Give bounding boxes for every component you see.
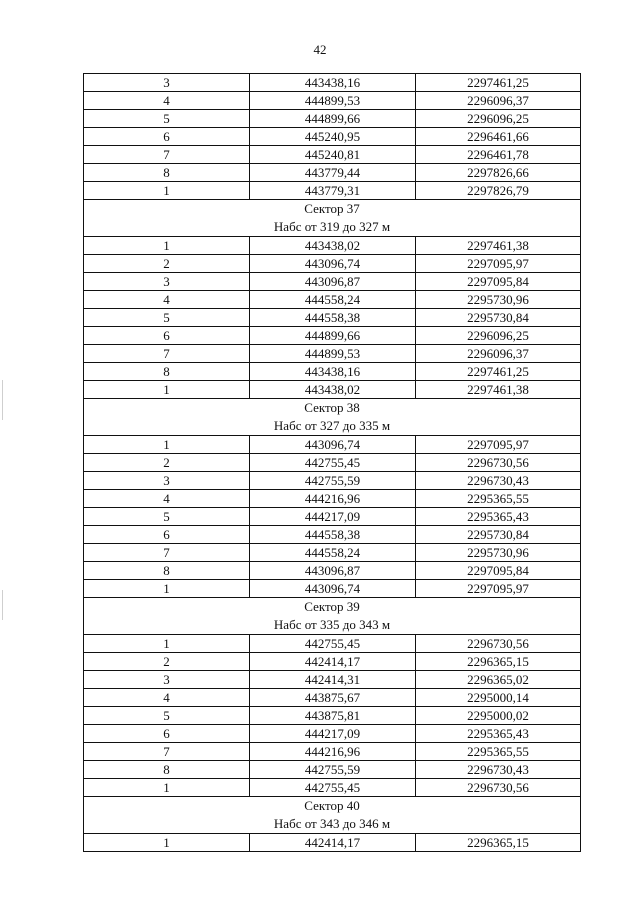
y-coordinate: 2295000,02	[416, 707, 581, 725]
x-coordinate: 444217,09	[250, 725, 416, 743]
point-number: 3	[84, 273, 250, 291]
x-coordinate: 444899,66	[250, 327, 416, 345]
x-coordinate: 442755,45	[250, 454, 416, 472]
x-coordinate: 444899,53	[250, 92, 416, 110]
table-row	[84, 653, 581, 671]
point-number: 3	[84, 74, 250, 92]
sector-header-row	[84, 797, 581, 834]
table-row	[84, 779, 581, 797]
sector-header-row	[84, 399, 581, 436]
y-coordinate: 2296096,37	[416, 92, 581, 110]
table-row	[84, 526, 581, 544]
x-coordinate: 443779,44	[250, 164, 416, 182]
x-coordinate: 442755,45	[250, 779, 416, 797]
x-coordinate: 444217,09	[250, 508, 416, 526]
table-row	[84, 761, 581, 779]
sector-title: Сектор 37	[304, 201, 360, 216]
point-number: 3	[84, 671, 250, 689]
table-row	[84, 146, 581, 164]
y-coordinate: 2297826,79	[416, 182, 581, 200]
sector-header	[84, 399, 581, 436]
y-coordinate: 2296365,15	[416, 653, 581, 671]
y-coordinate: 2296730,56	[416, 635, 581, 653]
point-number: 6	[84, 128, 250, 146]
x-coordinate: 443438,02	[250, 237, 416, 255]
y-coordinate: 2296730,56	[416, 779, 581, 797]
table-row	[84, 345, 581, 363]
table-row	[84, 725, 581, 743]
y-coordinate: 2297095,97	[416, 436, 581, 454]
table-row	[84, 309, 581, 327]
point-number: 5	[84, 110, 250, 128]
y-coordinate: 2297461,25	[416, 363, 581, 381]
x-coordinate: 442755,45	[250, 635, 416, 653]
x-coordinate: 443438,16	[250, 363, 416, 381]
table-row	[84, 255, 581, 273]
table-row	[84, 327, 581, 345]
table-row	[84, 472, 581, 490]
point-number: 1	[84, 237, 250, 255]
y-coordinate: 2296461,66	[416, 128, 581, 146]
x-coordinate: 443779,31	[250, 182, 416, 200]
x-coordinate: 442755,59	[250, 761, 416, 779]
y-coordinate: 2295000,14	[416, 689, 581, 707]
x-coordinate: 443096,74	[250, 580, 416, 598]
sector-header	[84, 598, 581, 635]
table-row	[84, 707, 581, 725]
table-row	[84, 363, 581, 381]
y-coordinate: 2295730,96	[416, 291, 581, 309]
y-coordinate: 2297826,66	[416, 164, 581, 182]
table-row	[84, 743, 581, 761]
y-coordinate: 2297461,38	[416, 381, 581, 399]
scan-edge-mark	[2, 380, 3, 420]
point-number: 8	[84, 164, 250, 182]
x-coordinate: 442414,17	[250, 834, 416, 852]
table-row	[84, 490, 581, 508]
x-coordinate: 445240,81	[250, 146, 416, 164]
point-number: 1	[84, 779, 250, 797]
y-coordinate: 2297095,97	[416, 580, 581, 598]
y-coordinate: 2296096,25	[416, 110, 581, 128]
point-number: 4	[84, 291, 250, 309]
sector-header-row	[84, 598, 581, 635]
point-number: 1	[84, 436, 250, 454]
point-number: 2	[84, 653, 250, 671]
y-coordinate: 2295365,43	[416, 725, 581, 743]
y-coordinate: 2297095,84	[416, 273, 581, 291]
table-row	[84, 92, 581, 110]
table-row	[84, 436, 581, 454]
y-coordinate: 2296730,43	[416, 472, 581, 490]
sector-title: Сектор 38	[304, 400, 360, 415]
x-coordinate: 444216,96	[250, 743, 416, 761]
y-coordinate: 2296730,43	[416, 761, 581, 779]
point-number: 6	[84, 725, 250, 743]
y-coordinate: 2295365,55	[416, 490, 581, 508]
point-number: 1	[84, 182, 250, 200]
table-row	[84, 128, 581, 146]
point-number: 8	[84, 363, 250, 381]
point-number: 2	[84, 454, 250, 472]
point-number: 6	[84, 526, 250, 544]
y-coordinate: 2296365,15	[416, 834, 581, 852]
point-number: 2	[84, 255, 250, 273]
table-row	[84, 182, 581, 200]
sector-title: Сектор 40	[304, 798, 360, 813]
point-number: 7	[84, 345, 250, 363]
x-coordinate: 444558,24	[250, 291, 416, 309]
point-number: 8	[84, 562, 250, 580]
y-coordinate: 2296096,25	[416, 327, 581, 345]
point-number: 6	[84, 327, 250, 345]
x-coordinate: 444899,66	[250, 110, 416, 128]
x-coordinate: 444899,53	[250, 345, 416, 363]
x-coordinate: 443096,87	[250, 562, 416, 580]
table-row	[84, 164, 581, 182]
sector-altitude: Набс от 319 до 327 м	[273, 219, 391, 234]
sector-header-row	[84, 200, 581, 237]
point-number: 1	[84, 834, 250, 852]
y-coordinate: 2297095,97	[416, 255, 581, 273]
x-coordinate: 443438,16	[250, 74, 416, 92]
table-row	[84, 562, 581, 580]
point-number: 3	[84, 472, 250, 490]
x-coordinate: 445240,95	[250, 128, 416, 146]
point-number: 1	[84, 580, 250, 598]
page-number: 42	[313, 42, 327, 57]
x-coordinate: 442755,59	[250, 472, 416, 490]
x-coordinate: 443875,81	[250, 707, 416, 725]
point-number: 7	[84, 743, 250, 761]
y-coordinate: 2296461,78	[416, 146, 581, 164]
x-coordinate: 442414,31	[250, 671, 416, 689]
y-coordinate: 2297461,38	[416, 237, 581, 255]
sector-altitude: Набс от 343 до 346 м	[273, 816, 391, 831]
sector-altitude: Набс от 327 до 335 м	[273, 418, 391, 433]
sector-title: Сектор 39	[304, 599, 360, 614]
sector-header	[84, 200, 581, 237]
coordinates-table	[83, 73, 581, 852]
table-row	[84, 508, 581, 526]
point-number: 5	[84, 508, 250, 526]
y-coordinate: 2295365,43	[416, 508, 581, 526]
point-number: 8	[84, 761, 250, 779]
x-coordinate: 443096,74	[250, 436, 416, 454]
scan-edge-mark	[2, 590, 3, 620]
point-number: 5	[84, 309, 250, 327]
x-coordinate: 442414,17	[250, 653, 416, 671]
y-coordinate: 2295730,84	[416, 526, 581, 544]
y-coordinate: 2295730,96	[416, 544, 581, 562]
y-coordinate: 2296365,02	[416, 671, 581, 689]
table-row	[84, 110, 581, 128]
point-number: 1	[84, 635, 250, 653]
table-row	[84, 454, 581, 472]
y-coordinate: 2295730,84	[416, 309, 581, 327]
x-coordinate: 443096,74	[250, 255, 416, 273]
x-coordinate: 443438,02	[250, 381, 416, 399]
y-coordinate: 2297461,25	[416, 74, 581, 92]
table-row	[84, 580, 581, 598]
table-row	[84, 273, 581, 291]
table-row	[84, 74, 581, 92]
point-number: 5	[84, 707, 250, 725]
point-number: 4	[84, 92, 250, 110]
table-row	[84, 291, 581, 309]
table-row	[84, 689, 581, 707]
x-coordinate: 443096,87	[250, 273, 416, 291]
x-coordinate: 444216,96	[250, 490, 416, 508]
point-number: 4	[84, 689, 250, 707]
table-row	[84, 635, 581, 653]
point-number: 1	[84, 381, 250, 399]
y-coordinate: 2296096,37	[416, 345, 581, 363]
x-coordinate: 443875,67	[250, 689, 416, 707]
sector-header	[84, 797, 581, 834]
y-coordinate: 2296730,56	[416, 454, 581, 472]
table-row	[84, 237, 581, 255]
y-coordinate: 2295365,55	[416, 743, 581, 761]
point-number: 4	[84, 490, 250, 508]
table-row	[84, 834, 581, 852]
x-coordinate: 444558,24	[250, 544, 416, 562]
point-number: 7	[84, 146, 250, 164]
table-row	[84, 381, 581, 399]
x-coordinate: 444558,38	[250, 526, 416, 544]
table-row	[84, 671, 581, 689]
point-number: 7	[84, 544, 250, 562]
x-coordinate: 444558,38	[250, 309, 416, 327]
table-row	[84, 544, 581, 562]
sector-altitude: Набс от 335 до 343 м	[273, 617, 391, 632]
y-coordinate: 2297095,84	[416, 562, 581, 580]
